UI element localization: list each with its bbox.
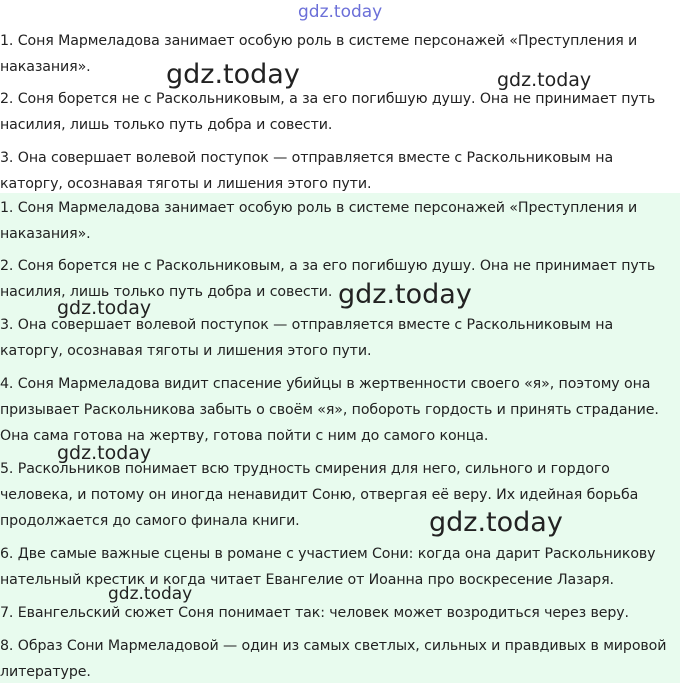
watermark-6: gdz.today [429, 507, 563, 538]
watermark-7: gdz.today [108, 584, 193, 604]
watermark-4: gdz.today [57, 297, 152, 319]
paragraph-b-6: 6. Две самые важные сцены в романе с участием Сони: когда она дарит Раскольникову нательный крестик и когда читает Евангелие от Иоанна про воскресение Лазаря. [0, 546, 656, 588]
watermark-1: gdz.today [166, 59, 300, 90]
watermark-top: gdz.today [298, 2, 383, 22]
paragraph-a-1: 1. Соня Мармеладова занимает особую роль в системе персонажей «Преступления и наказания». [0, 33, 638, 75]
paragraph-a-3: 3. Она совершает волевой поступок — отправляется вместе с Раскольниковым на каторгу, осознавая тяготы и лишения этого пути. [0, 150, 614, 192]
paragraph-a-2: 2. Соня борется не с Раскольниковым, а за его погибшую душу. Она не принимает путь насилия, лишь только путь добра и совести. [0, 91, 656, 133]
paragraph-b-7: 7. Евангельский сюжет Соня понимает так: человек может возродиться через веру. [0, 605, 629, 621]
paragraph-b-8: 8. Образ Сони Мармеладовой — один из самых светлых, сильных и правдивых в мировой литературе. [0, 638, 667, 680]
paragraph-b-2: 2. Соня борется не с Раскольниковым, а за его погибшую душу. Она не принимает путь насилия, лишь только путь добра и совести. [0, 258, 656, 300]
paragraph-b-4: 4. Соня Мармеладова видит спасение убийцы в жертвенности своего «я», поэтому она призывает Раскольникова забыть о своём «я», побороть гордость и принять страдание. Она сама готова на жертву, готова пойти с ним до самого конца. [0, 376, 659, 444]
paragraph-b-3: 3. Она совершает волевой поступок — отправляется вместе с Раскольниковым на каторгу, осознавая тяготы и лишения этого пути. [0, 317, 614, 359]
watermark-2: gdz.today [497, 69, 592, 91]
watermark-3: gdz.today [338, 279, 472, 310]
paragraph-b-1: 1. Соня Мармеладова занимает особую роль в системе персонажей «Преступления и наказания». [0, 200, 638, 242]
paragraph-b-5: 5. Раскольников понимает всю трудность смирения для него, сильного и гордого человека, и потому он иногда ненавидит Соню, отвергая её веру. Их идейная борьба продолжается до самого финала книги. [0, 461, 639, 529]
watermark-5: gdz.today [57, 442, 152, 464]
